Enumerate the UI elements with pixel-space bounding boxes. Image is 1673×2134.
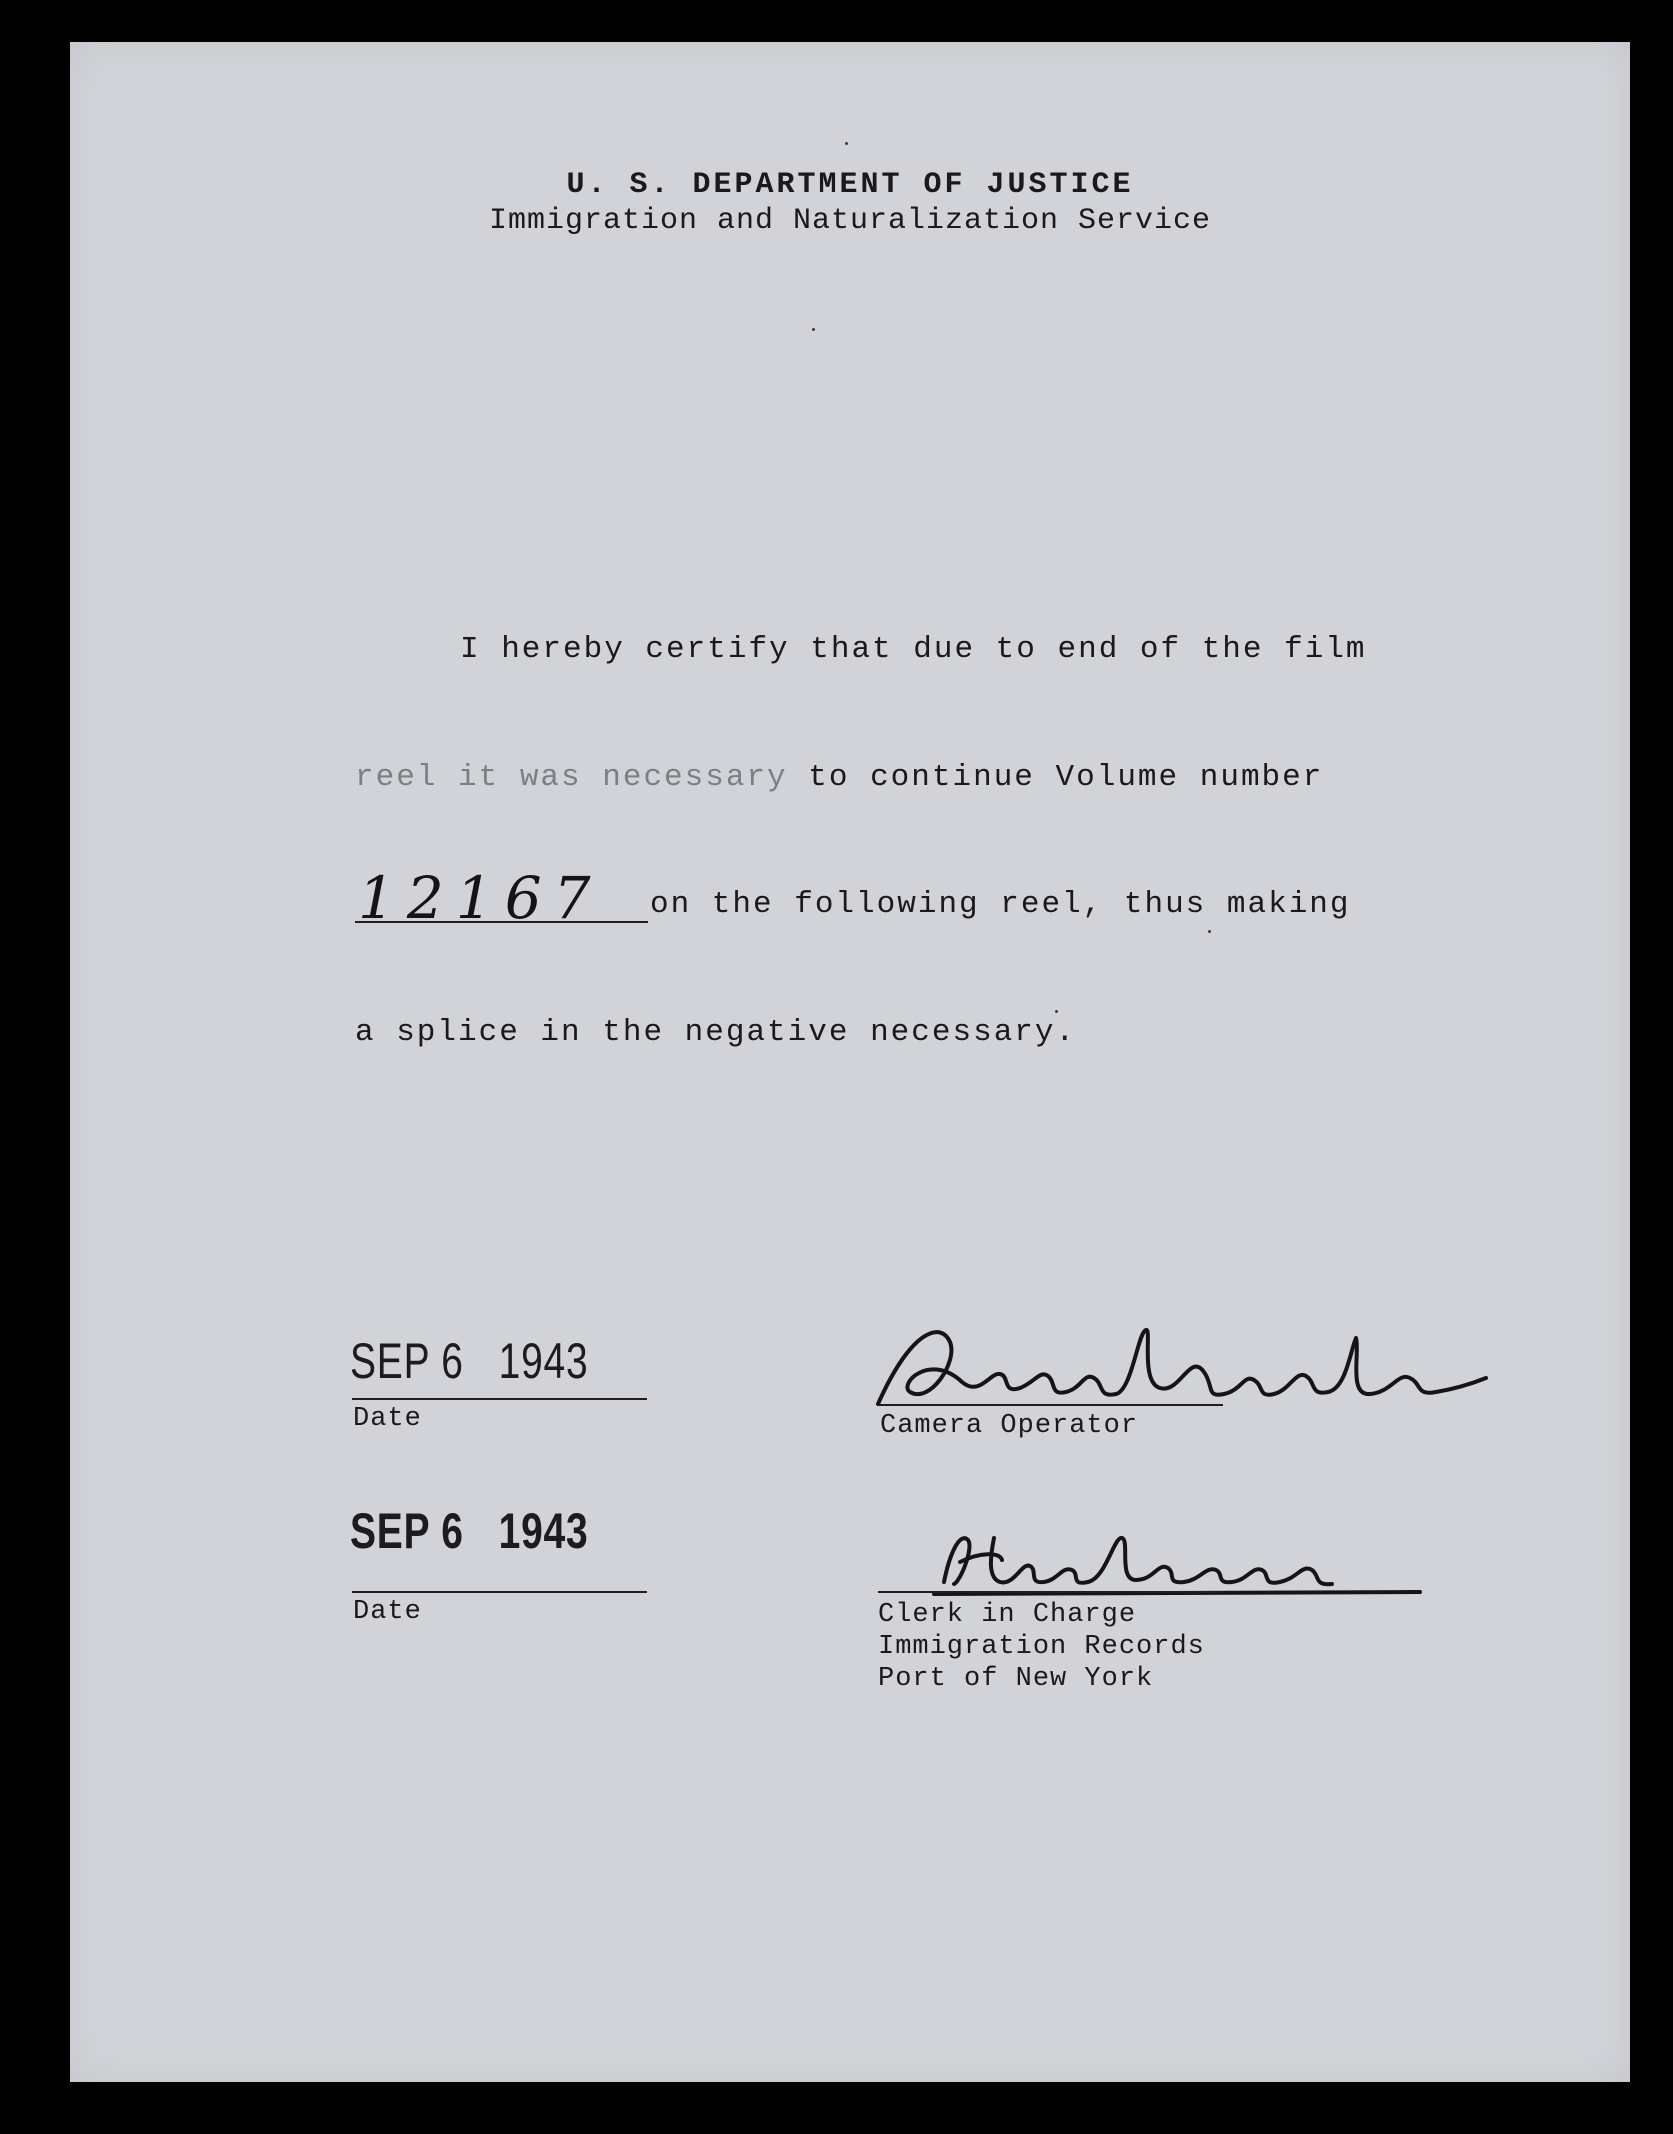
certificate-line-2-faded: reel it was necessary xyxy=(355,760,788,795)
date-stamp-1: SEP 6 1943 xyxy=(350,1333,589,1389)
volume-number-handwritten: 12167 xyxy=(358,864,603,932)
clerk-title-line-1: Clerk in Charge xyxy=(878,1600,1137,1630)
clerk-signature xyxy=(930,1522,1430,1602)
certificate-line-1: I hereby certify that due to end of the film xyxy=(460,632,1367,667)
date-label-1: Date xyxy=(353,1404,422,1434)
paper-speck xyxy=(1055,1010,1058,1013)
service-heading: Immigration and Naturalization Service xyxy=(488,204,1212,238)
clerk-title-line-2: Immigration Records xyxy=(878,1632,1205,1662)
certificate-line-2 xyxy=(355,760,1323,795)
paper-speck xyxy=(1208,930,1211,933)
camera-operator-title: Camera Operator xyxy=(880,1411,1139,1441)
paper-speck xyxy=(845,142,848,145)
certificate-line-3: on the following reel, thus making xyxy=(650,887,1351,922)
clerk-title-block xyxy=(878,1599,1205,1695)
clerk-signature-line xyxy=(878,1591,1223,1593)
date-label-2: Date xyxy=(353,1597,422,1627)
date-line-1 xyxy=(352,1398,647,1400)
clerk-title-line-3: Port of New York xyxy=(878,1664,1154,1694)
agency-heading: U. S. DEPARTMENT OF JUSTICE xyxy=(566,168,1134,202)
volume-number-blank-line xyxy=(355,921,648,923)
paper-speck xyxy=(812,328,815,331)
certificate-line-4: a splice in the negative necessary. xyxy=(355,1015,1077,1050)
date-line-2 xyxy=(352,1591,647,1593)
operator-signature-line xyxy=(878,1404,1223,1406)
certificate-line-2-rest: to continue Volume number xyxy=(787,760,1324,795)
document-page xyxy=(70,42,1630,2082)
date-stamp-2: SEP 6 1943 xyxy=(350,1503,589,1559)
